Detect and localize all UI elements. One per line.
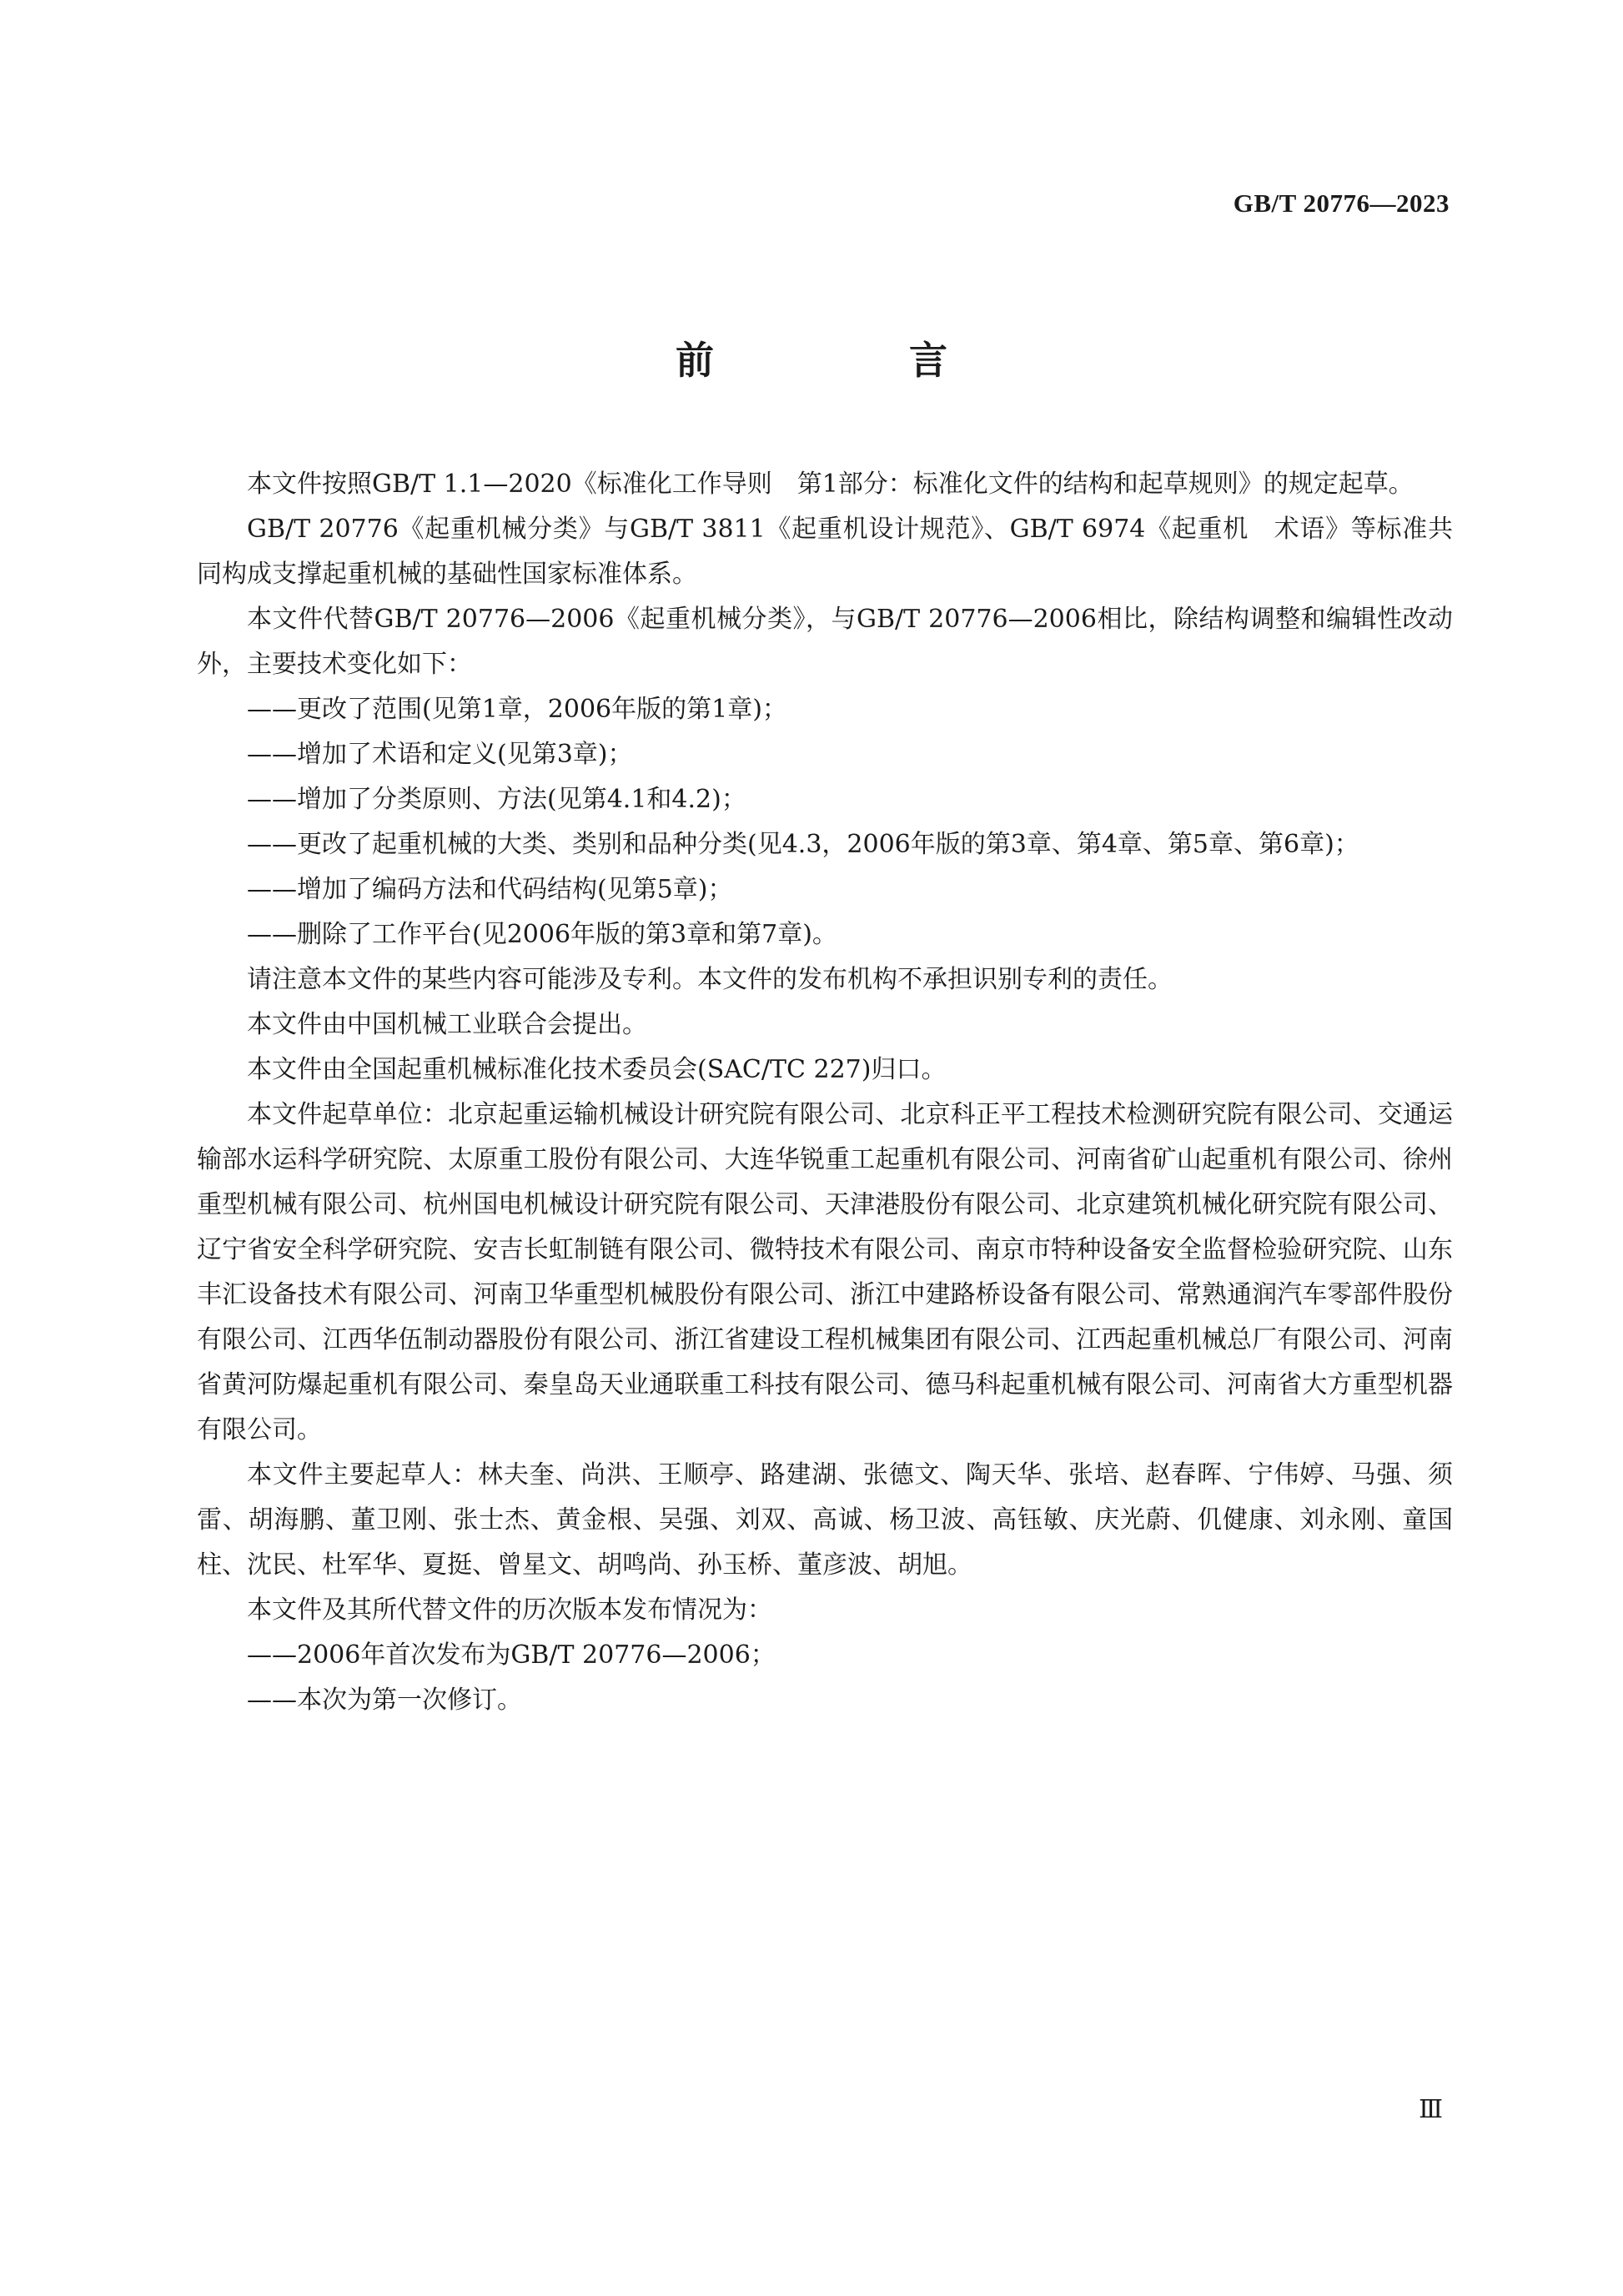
paragraph-replacement: 本文件代替GB/T 20776—2006《起重机械分类》，与GB/T 20776—2006相比，除结构调整和编辑性改动外，主要技术变化如下：: [197, 605, 1453, 679]
paragraph-version-history: 本文件及其所代替文件的历次版本发布情况为：: [247, 1595, 772, 1625]
paragraph-patent-notice: 请注意本文件的某些内容可能涉及专利。本文件的发布机构不承担识别专利的责任。: [247, 965, 1173, 994]
change-item: ——更改了起重机械的大类、类别和品种分类(见4.3，2006年版的第3章、第4章、第5章、第6章)；: [247, 830, 1359, 859]
change-item: ——增加了分类原则、方法(见第4.1和4.2)；: [247, 785, 746, 814]
history-item: ——2006年首次发布为GB/T 20776—2006；: [247, 1640, 776, 1670]
paragraph-committee: 本文件由全国起重机械标准化技术委员会(SAC/TC 227)归口。: [247, 1055, 947, 1084]
changes-list: [197, 687, 1453, 957]
change-item: ——删除了工作平台(见2006年版的第3章和第7章)。: [247, 920, 837, 949]
change-item: ——更改了范围(见第1章，2006年版的第1章)；: [247, 695, 787, 724]
page-title: 前 言: [676, 338, 1026, 383]
page-number: Ⅲ: [1419, 2096, 1443, 2123]
standard-code: GB/T 20776—2023: [1233, 188, 1450, 218]
document-body: [197, 462, 1453, 1723]
history-item: ——本次为第一次修订。: [247, 1686, 522, 1715]
paragraph-drafting-rules: 本文件按照GB/T 1.1—2020《标准化工作导则 第1部分：标准化文件的结构和起草规则》的规定起草。: [247, 470, 1414, 499]
paragraph-drafters: 本文件主要起草人：林夫奎、尚洪、王顺亭、路建湖、张德文、陶天华、张培、赵春晖、宁伟婷、马强、须雷、胡海鹏、董卫刚、张士杰、黄金根、吴强、刘双、高诚、杨卫波、高钰敏、庆光蔚、仉健康、刘永刚、童国柱、沈民、杜军华、夏挺、曾星文、胡鸣尚、孙玉桥、董彦波、胡旭。: [197, 1460, 1453, 1580]
change-item: ——增加了术语和定义(见第3章)；: [247, 740, 633, 769]
paragraph-standard-system: GB/T 20776《起重机械分类》与GB/T 3811《起重机设计规范》、GB/T 6974《起重机 术语》等标准共同构成支撑起重机械的基础性国家标准体系。: [197, 515, 1453, 589]
change-item: ——增加了编码方法和代码结构(见第5章)；: [247, 875, 733, 904]
paragraph-proposer: 本文件由中国机械工业联合会提出。: [247, 1010, 647, 1039]
history-list: [197, 1633, 1453, 1723]
paragraph-drafting-units: 本文件起草单位：北京起重运输机械设计研究院有限公司、北京科正平工程技术检测研究院有限公司、交通运输部水运科学研究院、太原重工股份有限公司、大连华锐重工起重机有限公司、河南省矿山起重机有限公司、徐州重型机械有限公司、杭州国电机械设计研究院有限公司、天津港股份有限公司、北京建筑机械化研究院有限公司、辽宁省安全科学研究院、安吉长虹制链有限公司、微特技术有限公司、南京市特种设备安全监督检验研究院、山东丰汇设备技术有限公司、河南卫华重型机械股份有限公司、浙江中建路桥设备有限公司、常熟通润汽车零部件股份有限公司、江西华伍制动器股份有限公司、浙江省建设工程机械集团有限公司、江西起重机械总厂有限公司、河南省黄河防爆起重机有限公司、秦皇岛天业通联重工科技有限公司、德马科起重机械有限公司、河南省大方重型机器有限公司。: [197, 1100, 1453, 1444]
